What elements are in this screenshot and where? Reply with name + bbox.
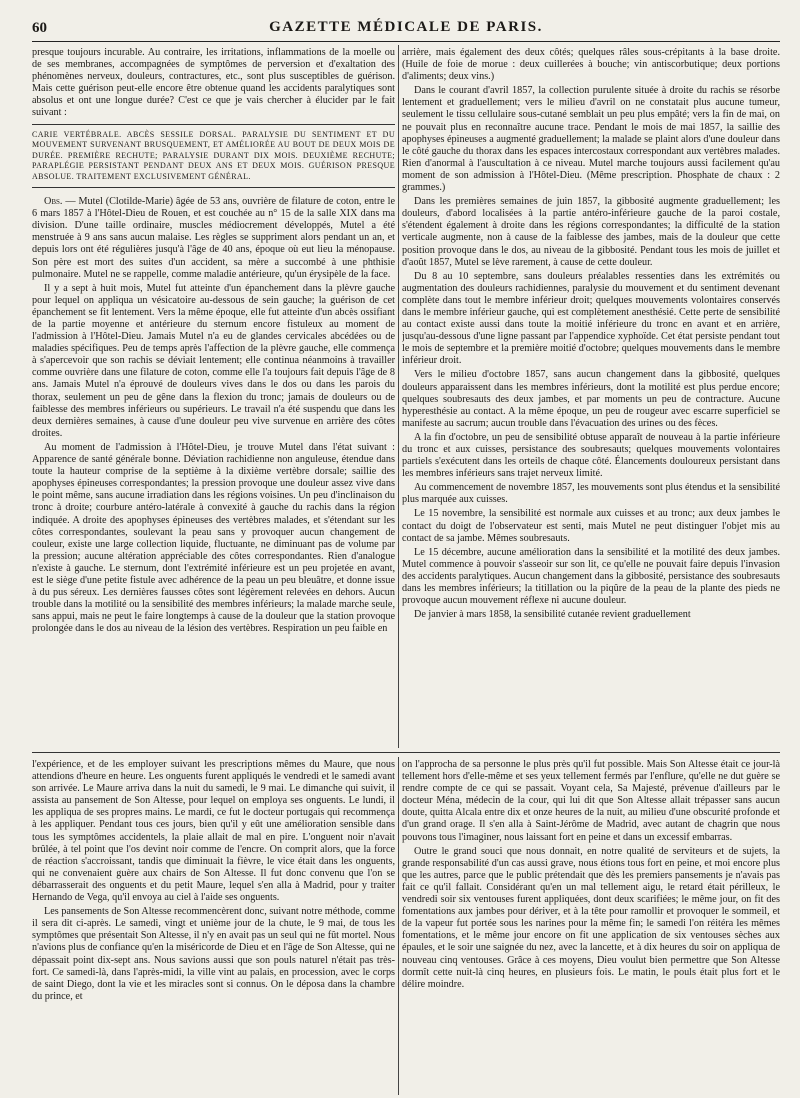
page-header [32, 14, 780, 40]
paragraph: on l'approcha de sa personne le plus près qu'il fut possible. Mais Son Altesse était ce jour-là tellement hors d'elle-même et ses yeux tellement fermés par l'enflure, qu'elle ne dut guère se rendre compte de ce qui se passait. Voyant cela, Sa Majesté, prévenue d'ailleurs par le docteur Ména, médecin de la cour, qui lui dit que Son Altesse allait trépasser sans aucun doute, quitta Alcala entre dix et onze heures de la nuit, au milieu d'une obscurité profonde et d'un grand orage. Il s'en alla à Saint-Jérôme de Madrid, avec autant de chagrin que nous pouvons tous l'imaginer, nous laissant fort en peine et dans un excessif embarras. [402, 759, 780, 843]
column-top-left [32, 47, 395, 747]
column-divider [398, 45, 399, 748]
paragraph: l'expérience, et de les employer suivant les prescriptions mêmes du Maure, que nous attendions d'heure en heure. Les onguents furent appliqués le vendredi et le samedi avant son arrivée. Le Maure arriva dans la nuit du samedi, le 9 mai. Le dimanche qui suivit, il assista au pansement de Son Altesse, pour lequel on employa ses onguents. Le lundi, il les appliqua de ses propres mains. Le mardi, ce fut le docteur portugais qui recommença à les appliquer. Pendant tous ces jours, bien qu'il y eût une amélioration sensible dans tous les symptômes accidentels, la plaie allait de mal en pire. L'onguent noir n'avait brûlée, à tel point que l'os devint noir comme de l'encre. On comprit alors, que la force de réaction s'accroissant, tandis que diminuait la fièvre, le vice était dans les onguents, qui ne convenaient guère aux chairs de Son Altesse. Il fut donc convenu que l'on se débarrasserait des onguents et du petit Maure, lequel s'en alla à Madrid, pour y traiter Hernando de Vega, qu'il envoya au ciel à l'aide ses onguents. [32, 759, 395, 904]
column-divider [398, 757, 399, 1095]
obs-label: Obs. [44, 196, 63, 208]
paragraph: Dans le courant d'avril 1857, la collection purulente située à droite du rachis se résorbe lentement et graduellement; vers le milieu d'avril on ne constatait plus aucune tumeur, seulement le tissu cellulaire sous-cutané semblait un peu plus empâté; vers la fin de mai, on ne pouvait plus en reconnaître aucune trace. Pendant le mois de mai 1857, la saillie des apophyses épineuses a augmenté graduellement; la malade se plaint alors d'une douleur dans le côté gauche du thorax dans les espaces intercostaux correspondant aux vertèbres malades. Rien d'anormal à l'auscultation à ce niveau. Mutel marche toujours aussi facilement qu'au moment de son admission à l'Hôtel-Dieu. (Même prescription. Phosphate de chaux : 2 grammes.) [402, 85, 780, 194]
paragraph: Au commencement de novembre 1857, les mouvements sont plus étendus et la sensibilité plus marquée aux cuisses. [402, 482, 780, 506]
paragraph: De janvier à mars 1858, la sensibilité cutanée revient graduellement [414, 609, 691, 621]
page-number: 60 [32, 20, 47, 36]
section-divider [32, 752, 780, 753]
paragraph: Il y a sept à huit mois, Mutel fut atteinte d'un épanchement dans la plèvre gauche pour lequel on appliqua un vésicatoire au-dessous de sein gauche; la guérison de cet épanchement se fit lentement. Vers la même époque, elle fut atteinte d'un abcès ossifiant de la partie moyenne et antérieure du sternum encore fistuleux au moment de l'admission à l'Hôtel-Dieu. Jamais Mutel n'a eu de glandes cervicales abcédées ou de maladies spécifiques. Peu de temps après l'affection de la plèvre gauche, elle commença à s'apercevoir que son rachis se déviait lentement; elle continua néanmoins à travailler comme ouvrière dans une filature de coton, comme elle l'a toujours fait depuis l'âge de 8 ans. Jamais Mutel n'a éprouvé de douleurs vives dans le dos ou dans les parois du thorax, seulement un peu de gêne dans la flexion du tronc; jamais de douleurs ou de faiblesse des membres inférieurs ou supérieurs. Le travail n'a été suspendu que dans les deux dernières semaines, à cause d'une douleur peu vive survenue en arrière des côtes droites. [32, 282, 395, 439]
running-title: GAZETTE MÉDICALE DE PARIS. [269, 19, 543, 35]
paragraph: presque toujours incurable. Au contraire, les irritations, inflammations de la moelle ou de ses membranes, accompagnées de symptômes de perversion et d'exaltation des phénomènes nerveux, douleurs, contractures, etc., sont plus susceptibles de guérison. Mais cette guérison peut-elle encore être obtenue quand les accidents paralytiques sont absolus et ont une longue durée? C'est ce que je vais chercher à élucider par le fait suivant : [32, 47, 395, 119]
paragraph: Le 15 décembre, aucune amélioration dans la sensibilité et la motilité des deux jambes. Mutel commence à pouvoir s'asseoir sur son lit, ce qu'elle ne pouvait faire depuis l'invasion des accidents paralytiques. Aucun changement dans la gibbosité, persistance des soubresauts dans les membres inférieurs; la titillation ou la piqûre de la peau de la plante des pieds ne provoque aucun mouvement réflexe ni aucune douleur. [402, 546, 780, 607]
paragraph: Les pansements de Son Altesse recommencèrent donc, suivant notre méthode, comme il sera dit ci-après. Le samedi, vingt et unième jour de la chute, le 9 mai, de tous les symptômes que présentait Son Altesse, il n'y en avait pas un seul qui ne fût mortel. Nous n'avions plus de confiance qu'en la miséricorde de Dieu et en l'âge de Son Altesse, qui ne dépassait point dix-sept ans. Nous savions aussi que son pouls naturel n'était pas très-fort. Ce samedi-là, dans l'après-midi, la ville vint au palais, en procession, avec le corps de saint Diego, dont la vie et les miracles sont si connus. On le déposa dans la chambre du prince, et [32, 906, 395, 1002]
column-bottom-left [32, 759, 395, 1095]
case-title: CARIE VERTÉBRALE. ABCÈS SESSILE DORSAL. PARALYSIE DU SENTIMENT ET DU MOUVEMENT SURVENANT BRUSQUEMENT, ET AMÉLIORÉE AU BOUT DE DEUX MOIS DE DURÉE. PREMIÈRE RECHUTE; PARALYSIE DURANT DIX MOIS. DEUXIÈME RECHUTE; PARAPLÉGIE PERSISTANT PENDANT DEUX ANS ET DEUX MOIS. GUÉRISON PRESQUE ABSOLUE. TRAITEMENT EXCLUSIVEMENT GÉNÉRAL. [32, 124, 395, 189]
paragraph: Vers le milieu d'octobre 1857, sans aucun changement dans la gibbosité, quelques douleurs apparaissent dans les membres inférieurs, dont la motilité est plus perdue encore; quelques soubresauts des deux jambes, et par moments un peu de contracture. Aucune hyperesthésie au contact. A la même époque, un peu de rougeur avec escarre superficiel se manifeste au sacrum; aucun trouble dans l'évacuation des urines ou des fèces. [402, 369, 780, 429]
header-rule [32, 41, 780, 42]
paragraph: arrière, mais également des deux côtés; quelques râles sous-crépitants à la base droite. (Huile de foie de morue : deux cuillerées à bouche; vin antiscorbutique; deux portions d'aliments; deux vins.) [402, 47, 780, 83]
paragraph: Dans les premières semaines de juin 1857, la gibbosité augmente graduellement; les douleurs, d'abord localisées à la partie antéro-inférieure gauche de la paroi costale, s'étendent également à droite dans les régions correspondantes; la difficulté de la station verticale augmente, non à cause de la faiblesse des jambes, mais de la douleur que cette position provoque dans le dos, au niveau de la gibbosité. Pendant tous les mois de juillet et d'août 1857, Mutel se lève rarement, à cause de cette douleur. [402, 196, 780, 268]
observation-paragraph [32, 196, 395, 281]
column-bottom-right [402, 759, 780, 1095]
paragraph: Le 15 novembre, la sensibilité est normale aux cuisses et au tronc; aux deux jambes le contact du doigt de l'observateur est senti, mais Mutel ne peut distinguer l'objet mis au contact de sa jambe. Mêmes soubresauts. [402, 508, 780, 544]
paragraph: Au moment de l'admission à l'Hôtel-Dieu, je trouve Mutel dans l'état suivant : Apparence de santé générale bonne. Déviation rachidienne non anguleuse, étendue dans toute la hauteur comprise de la septième à la dixième vertèbre dorsale; saillie des apophyses épineuses correspondantes; la pression provoque une douleur assez vive dans le point même, sans aucune irradiation dans les régions voisines. Un peu d'inclinaison du tronc à droite; courbure antéro-latérale à convexité à gauche du rachis dans la région indiquée. A droite des apophyses épineuses des vertèbres malades, et s'étendant sur les côtes correspondantes, soulevant la peau sans y provoquer aucun changement de couleur, existe une large collection liquide, fluctuante, ne diminuant pas de volume par la pression; aucune altération appréciable des côtes correspondantes. Rien d'analogue n'existe à gauche. Le sternum, dont l'extrémité inférieure est un peu projetée en avant, est le siège d'une petite fistule avec adhérence de la peau un peu bleuâtre, et donne issue à du pus séreux. Les dernières fausses côtes sont légèrement relevées en dehors. Aucun trouble dans la motilité ou la sensibilité des membres inférieurs; la malade marche seule, sans appui, mais ne peut le faire longtemps à cause de la douleur que la station provoque prolongée dans le dos au niveau de la lésion des vertèbres. Respiration un peu faible en [32, 441, 395, 635]
paragraph: A la fin d'octobre, un peu de sensibilité obtuse apparaît de nouveau à la partie inférieure du tronc et aux cuisses, persistance des soubresauts; quelques mouvements volontaires partiels s'exécutent dans les orteils de chaque côté. Élancements douloureux persistant dans les membres inférieurs sans trajet nerveux limité. [402, 431, 780, 480]
column-top-right [402, 47, 780, 747]
observation-text: — Mutel (Clotilde-Marie) âgée de 53 ans, ouvrière de filature de coton, entre le 6 mars 1857 à l'Hôtel-Dieu de Rouen, et est couchée au n° 15 de la salle XIX dans ma division. D'une taille ordinaire, muscles médiocrement développés, Mutel a été menstruée à 9 ans sans aucun malaise. Les règles se suppriment alors pendant un an, et depuis lors ont été régulières jusqu'à l'âge de 40 ans, époque où eut lieu la ménopause. Son père est mort des suites d'un accident, sa mère a succombé à une phthisie pulmonaire. Mutel ne se rappelle, comme maladie antérieure, qu'un érysipèle de la face. [32, 196, 395, 280]
paragraph: Outre le grand souci que nous donnait, en notre qualité de serviteurs et de sujets, la grande responsabilité d'un cas aussi grave, nous étions tous fort en peine, et moi encore plus que les autres, parce que le public prétendait que dès les premiers pansements je n'avais pas fait ce qu'il fallait. Considérant qu'en un mal tellement aigu, le retard était périlleux, le vendredi soir six ventouses furent appliquées, dont deux scarifiées; le même jour, on fit des fomentations aux jambes pour dériver, et à la tête pour ramollir et provoquer le sommeil, et de la vapeur fut portée sous les narines pour la même fin; le samedi l'on réitéra les mêmes fomentations, et le même jour encore on fit une application de six ventouses sèches aux épaules, et le soir une saignée du nez, avec la lancette, et à dix heures du soir on appliqua de nouveau cinq ventouses. Grâce à ces moyens, Dieu voulut bien permettre que Son Altesse dormît cette nuit-là cinq heures, en plusieurs fois. Le matin, le pouls était plus fort et le délire moindre. [402, 845, 780, 990]
paragraph: Du 8 au 10 septembre, sans douleurs préalables ressenties dans les extrémités ou augmentation des douleurs rachidiennes, paralysie du mouvement et du sentiment devenant complète dans tout le membre inférieur droit; quelques mouvements volontaires conservés dans le membre inférieur gauche, qui est complètement anesthésié. Cette perte de sensibilité au contact existe aussi dans toute la moitié inférieure du tronc en avant et en arrière, jusqu'au-dessous d'une ligne passant par l'appendice xyphoïde. Cet état persiste pendant tout le mois de septembre et la première moitié d'octobre; quelques mouvements dans le membre inférieur droit. [402, 270, 780, 367]
